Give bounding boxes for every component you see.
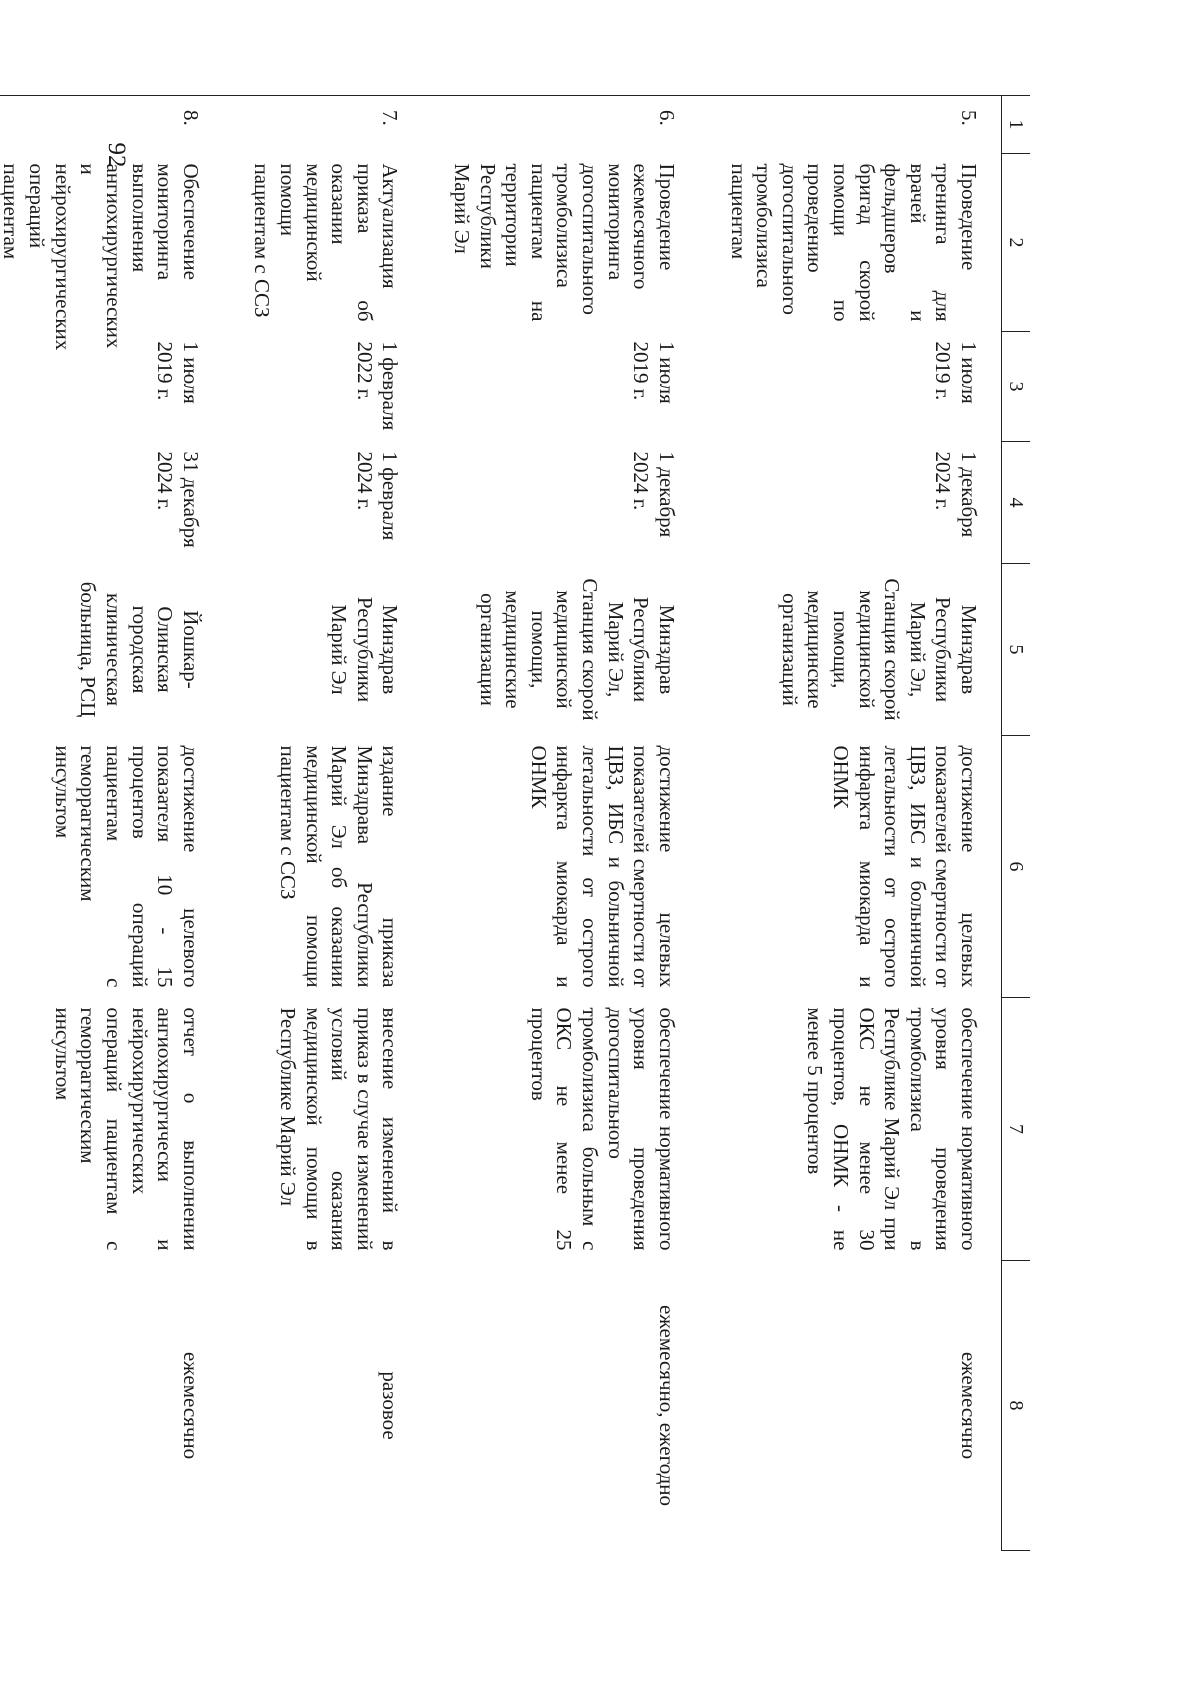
column-number: 2 (1002, 154, 1031, 332)
indicator: обеспечение нормативного уровня проведения тромболизиса в Республике Марий Эл при ОКС не менее 30 процентов, ОНМК - не менее 5 процентов (803, 1007, 981, 1251)
start-date: 1 февраля 2022 г. (352, 341, 403, 431)
indicator: обеспечение нормативного уровня проведения догоспитального тромболизиса больным с ОКС не менее 25 процентов (526, 1007, 679, 1251)
column-number: 8 (1002, 1261, 1031, 1551)
column-number: 1 (1002, 96, 1031, 154)
measure-name: Актуализация приказа об оказании медицинской помощи пациентам с ССЗ (250, 163, 403, 322)
start-date: 1 июля 2019 г. (629, 341, 679, 404)
column-number: 7 (1002, 998, 1031, 1261)
expected-result: достижение целевых показателей смертности от ЦВЗ, ИБС и больничной летальности от острого инфаркта миокарда и ОНМК (526, 745, 679, 988)
end-date: 1 февраля 2024 г. (352, 451, 403, 541)
row-number: 6. (422, 96, 698, 154)
frequency: ежемесячно (957, 1351, 981, 1460)
measure-name: Проведение тренинга для врачей и фельдшеров бригад скорой помощи по проведению догоспитального тромболизиса пациентам (726, 163, 981, 322)
action-plan-table (0, 95, 1030, 1551)
indicator: внесение изменений в приказ в случае изменений условий оказания медицинской помощи в Республике Марий Эл (275, 1007, 403, 1251)
column-number: 3 (1002, 332, 1031, 442)
column-number: 5 (1002, 564, 1031, 736)
expected-result: издание приказа Минздрава Республики Марий Эл об оказании медицинской помощи пациентам с ССЗ (275, 745, 403, 988)
start-date: 1 июля 2019 г. (931, 341, 981, 404)
column-number: 6 (1002, 736, 1031, 998)
table-row (422, 96, 698, 1551)
expected-result: достижение целевого показателя 10 - 15 процентов операций пациентам с геморрагическим инсультом (50, 745, 203, 988)
end-date: 1 декабря 2024 г. (931, 451, 981, 538)
page-number: 92 (103, 142, 130, 168)
table-row (699, 96, 1002, 1551)
end-date: 31 декабря 2024 г. (153, 451, 203, 548)
table-row (223, 96, 423, 1551)
responsible: Минздрав Республики Марий Эл, Станция скорой медицинской помощи, медицинские организации (475, 578, 679, 721)
frequency: ежемесячно, ежегодно (654, 1304, 679, 1507)
responsible: Минздрав Республики Марий Эл (327, 596, 403, 703)
expected-result: достижение целевых показателей смертности от ЦВЗ, ИБС и больничной летальности от острого инфаркта миокарда и ОНМК (828, 745, 981, 988)
frequency: разовое (378, 1371, 403, 1440)
start-date: 1 июля 2019 г. (153, 341, 203, 404)
frequency: ежемесячно (178, 1351, 203, 1460)
responsible: Минздрав Республики Марий Эл, Станция скорой медицинской помощи, медицинские организаций (777, 578, 981, 721)
end-date: 1 декабря 2024 г. (629, 451, 679, 538)
responsible: Йошкар-Олинская городская клиническая больница, РСЦ (76, 581, 203, 718)
column-number-header-row (1002, 96, 1031, 1551)
indicator: отчет о выполнении ангиохирургически и нейрохирургических операций пациентам с геморрагическим инсультом (50, 1007, 203, 1251)
column-number: 4 (1002, 442, 1031, 564)
row-number: 7. (223, 96, 423, 154)
measure-name: Проведение ежемесячного мониторинга догоспитального тромболизиса пациентам на территории Республики Марий Эл (450, 163, 679, 322)
table-row (0, 96, 223, 1551)
row-number: 8. (0, 96, 223, 154)
measure-name: Обеспечение мониторинга выполнения ангиохирургических и нейрохирургических операций пациентам (0, 163, 203, 351)
row-number: 5. (699, 96, 1002, 154)
